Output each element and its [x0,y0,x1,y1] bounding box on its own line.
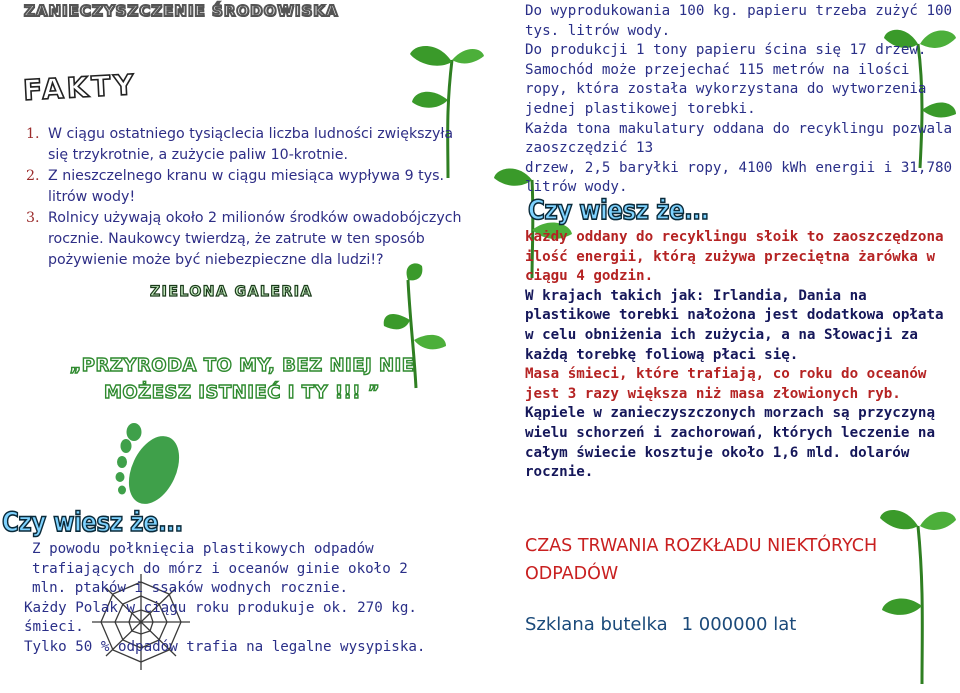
fact-paragraph: Samochód może przejechać 115 metrów na ilości ropy, która została wykorzystana do wytworzenia jednej plastikowej torebki. [525,61,927,117]
green-footprint-icon [110,412,190,520]
list-item-number: 3. [26,210,40,226]
fact-paragraph: Do wyprodukowania 100 kg. papieru trzeba zużyć 100 tys. litrów wody. [525,3,953,39]
right-column-did-you-know [525,228,960,483]
fact-paragraph: Masa śmieci, które trafiają, co roku do oceanów jest 3 razy większa niż masa złowionych ryb. [525,366,927,402]
list-item-text: W ciągu ostatniego tysiąclecia liczba ludności zwiększyła się trzykrotnie, a zużycie paliw 10-krotnie. [48,126,454,163]
fact-paragraph: Każdy Polak w ciągu roku produkuje ok. 270 kg. śmieci. [24,599,417,635]
fact-paragraph: W krajach takich jak: Irlandia, Dania na plastikowe torebki nałożona jest dodatkowa opłata w celu obniżenia ich zużycia, a na Słowacji za każdą torebkę foliową płaci się. [525,287,944,363]
list-item-text: Rolnicy używają około 2 milionów środków owadobójczych rocznie. Naukowcy twierdzą, że zatrute w ten sposób pożywienie może być niebezpieczne dla ludzi!? [48,210,462,268]
decomposition-item-name: Szklana butelka [525,614,668,635]
fact-paragraph: Tylko 50 % odpadów trafia na legalne wysypiska. [24,638,426,655]
facts-heading: FAKTY [22,68,138,107]
decomposition-item-time: 1 000000 lat [681,614,797,635]
leaf-sprout-icon-bottom-right [876,496,960,686]
did-you-know-heading-right: Czy wiesz że... [528,196,709,226]
page-title: ZANIECZYSZCZENIE ŚRODOWISKA [24,2,339,20]
gallery-heading: ZIELONA GALERIA [150,284,313,300]
fact-paragraph: drzew, 2,5 baryłki ropy, 4100 kWh energii i 31,780 litrów wody. [525,159,953,196]
list-item-number: 1. [26,126,40,142]
list-item [22,166,462,208]
fact-paragraph: każdy oddany do recyklingu słoik to zaoszczędzona ilość energii, którą zużywa przeciętna żarówka w ciągu 4 godzin. [525,229,944,285]
fact-paragraph: Każda tona makulatury oddana do recyklingu pozwala zaoszczędzić 13 [525,120,953,157]
facts-list [22,124,462,271]
list-item-text: Z nieszczelnego kranu w ciągu miesiąca wypływa 9 tys. litrów wody! [48,168,445,205]
fact-paragraph: Do produkcji 1 tony papieru ścina się 17 drzew. [525,42,927,59]
decomposition-title: CZAS TRWANIA ROZKŁADU NIEKTÓRYCH ODPADÓW [525,536,878,584]
list-item [22,124,462,166]
fact-paragraph: Z powodu połknięcia plastikowych odpadów trafiających do mórz i oceanów ginie około 2 mln. ptaków i ssaków wodnych rocznie. [32,541,408,596]
slogan-text: „PRZYRODA TO MY, BEZ NIEJ NIE MOŻESZ ISTNIEĆ I TY !!! ” [69,355,415,403]
right-column-facts [525,2,960,198]
did-you-know-heading-left: Czy wiesz że... [2,508,183,538]
bottom-left-facts [24,540,444,657]
list-item [22,208,462,271]
fact-paragraph: Kąpiele w zanieczyszczonych morzach są przyczyną wielu schorzeń i zachorowań, których leczenie na całym świecie kosztuje około 1,6 mld. dolarów rocznie. [525,405,935,481]
decomposition-item [525,614,810,635]
list-item-number: 2. [26,168,40,184]
